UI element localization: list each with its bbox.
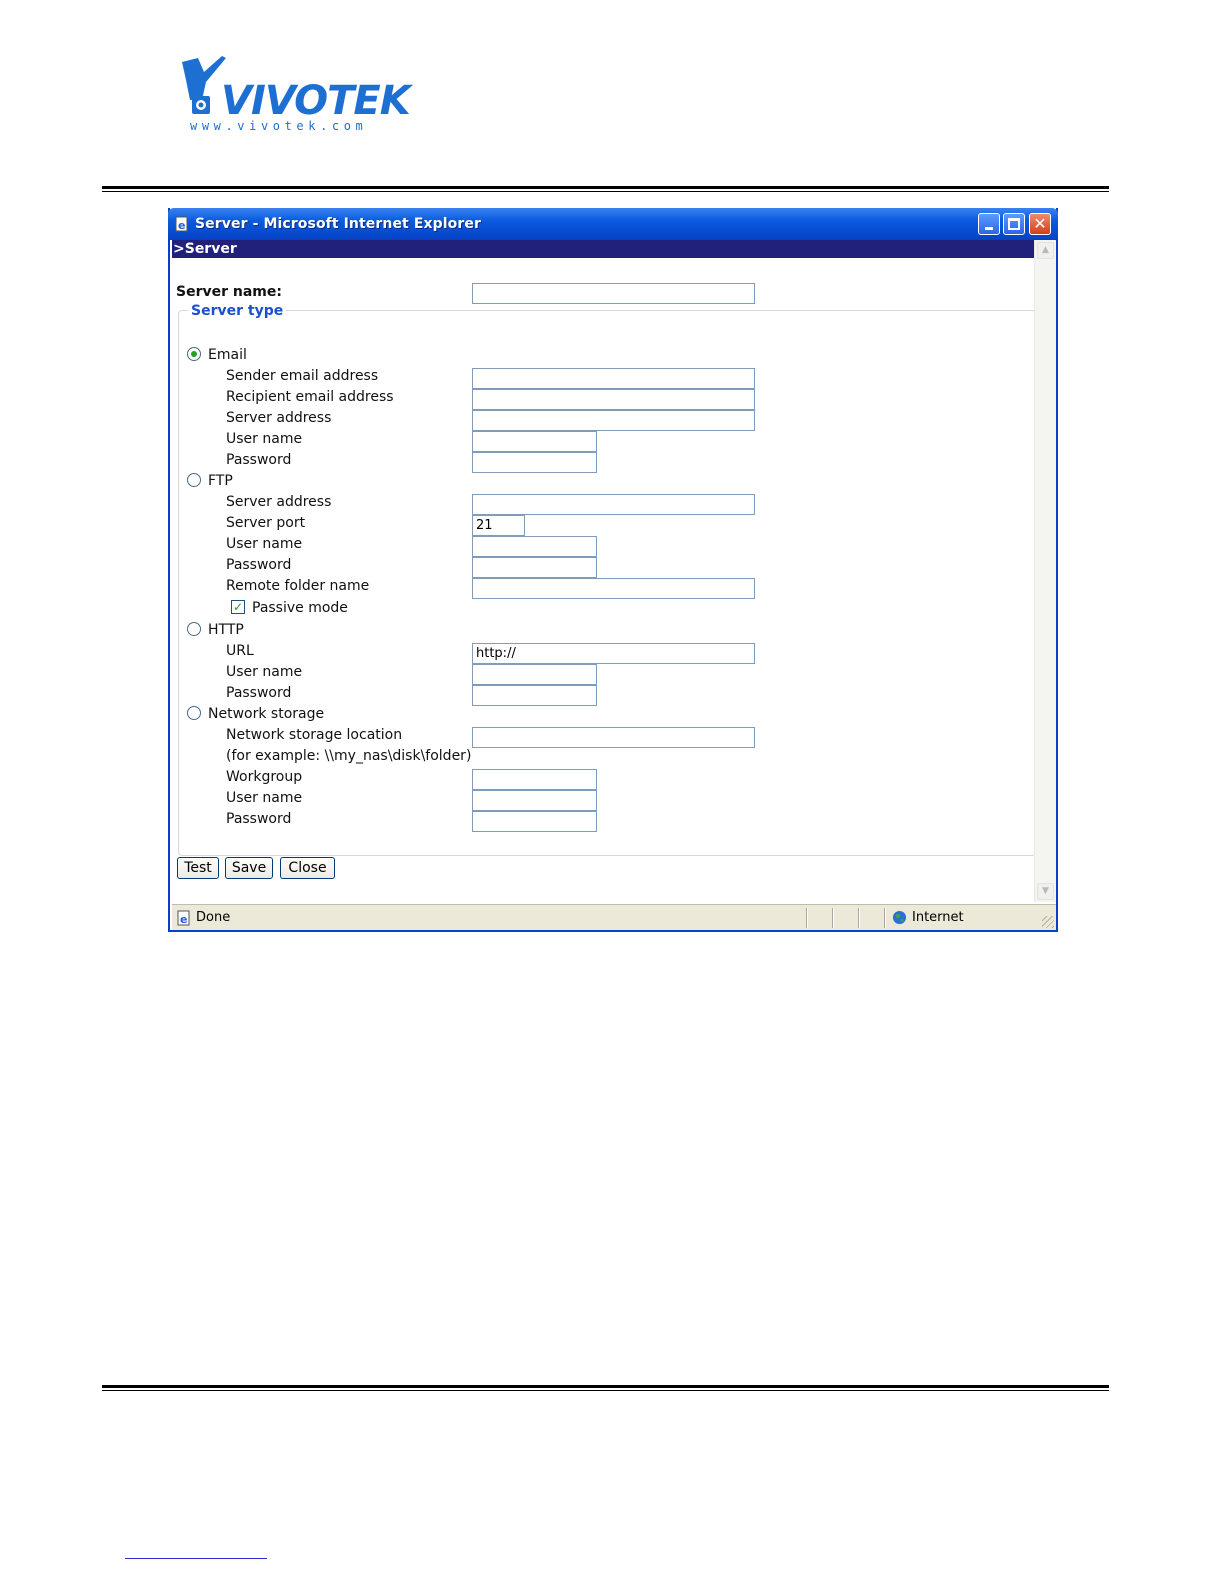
header-rule bbox=[102, 186, 1109, 192]
status-separator bbox=[806, 908, 808, 928]
close-window-button[interactable] bbox=[1029, 213, 1051, 235]
status-separator bbox=[884, 908, 886, 928]
maximize-icon bbox=[1008, 218, 1020, 230]
ftp-radio[interactable] bbox=[187, 473, 201, 487]
server-name-label: Server name: bbox=[176, 284, 282, 300]
network-storage-location-label: Network storage location bbox=[226, 727, 403, 743]
checkmark-icon: ✓ bbox=[232, 600, 244, 614]
svg-text:e: e bbox=[180, 913, 188, 926]
ns-user-name-input[interactable] bbox=[472, 790, 597, 811]
ftp-server-port-input[interactable] bbox=[472, 515, 525, 536]
minimize-icon bbox=[985, 227, 993, 230]
ftp-user-name-input[interactable] bbox=[472, 536, 597, 557]
title-bar[interactable] bbox=[168, 208, 1058, 240]
url-label: URL bbox=[226, 643, 254, 659]
security-zone-text: Internet bbox=[912, 910, 964, 925]
remote-folder-input[interactable] bbox=[472, 578, 755, 599]
network-storage-option-label: Network storage bbox=[208, 706, 325, 722]
vertical-scrollbar[interactable] bbox=[1034, 240, 1056, 902]
ftp-server-port-label: Server port bbox=[226, 515, 306, 531]
save-button[interactable]: Save bbox=[225, 857, 273, 879]
svg-text:e: e bbox=[178, 219, 186, 232]
email-user-name-input[interactable] bbox=[472, 431, 597, 452]
http-user-name-label: User name bbox=[226, 664, 303, 680]
status-separator bbox=[832, 908, 834, 928]
ns-password-label: Password bbox=[226, 811, 292, 827]
browser-window bbox=[168, 208, 1058, 932]
maximize-button[interactable] bbox=[1003, 213, 1025, 235]
ftp-user-name-label: User name bbox=[226, 536, 303, 552]
passive-mode-checkbox[interactable] bbox=[231, 600, 245, 614]
svg-text:www.vivotek.com: www.vivotek.com bbox=[190, 119, 368, 133]
http-option-label: HTTP bbox=[208, 622, 244, 638]
url-input[interactable] bbox=[472, 643, 755, 664]
window-title: Server - Microsoft Internet Explorer bbox=[195, 216, 481, 232]
email-option-label: Email bbox=[208, 347, 247, 363]
ftp-option-label: FTP bbox=[208, 473, 233, 489]
workgroup-label: Workgroup bbox=[226, 769, 303, 785]
passive-mode-label: Passive mode bbox=[252, 600, 348, 616]
ftp-server-address-input[interactable] bbox=[472, 494, 755, 515]
remote-folder-label: Remote folder name bbox=[226, 578, 370, 594]
ftp-server-address-label: Server address bbox=[226, 494, 332, 510]
ie-page-icon bbox=[174, 216, 190, 232]
scroll-up-button[interactable]: ▲ bbox=[1037, 242, 1054, 259]
svg-text:VIVOTEK: VIVOTEK bbox=[221, 78, 410, 124]
server-type-legend: Server type bbox=[188, 302, 286, 320]
status-bar bbox=[172, 904, 1056, 930]
email-password-input[interactable] bbox=[472, 452, 597, 473]
close-button[interactable]: Close bbox=[280, 857, 335, 879]
email-user-name-label: User name bbox=[226, 431, 303, 447]
close-icon: ✕ bbox=[1033, 214, 1047, 233]
http-radio[interactable] bbox=[187, 622, 201, 636]
workgroup-input[interactable] bbox=[472, 769, 597, 790]
ftp-password-label: Password bbox=[226, 557, 292, 573]
ns-user-name-label: User name bbox=[226, 790, 303, 806]
email-server-address-label: Server address bbox=[226, 410, 332, 426]
globe-icon bbox=[892, 910, 907, 925]
sender-email-input[interactable] bbox=[472, 368, 755, 389]
sender-email-label: Sender email address bbox=[226, 368, 379, 384]
network-storage-radio[interactable] bbox=[187, 706, 201, 720]
status-text: Done bbox=[196, 910, 231, 925]
radio-selected-dot bbox=[191, 351, 197, 357]
email-server-address-input[interactable] bbox=[472, 410, 755, 431]
footer-link-underline bbox=[125, 1558, 267, 1559]
footer-rule bbox=[102, 1385, 1109, 1391]
status-separator bbox=[858, 908, 860, 928]
ftp-password-input[interactable] bbox=[472, 557, 597, 578]
page-title: >Server bbox=[172, 240, 1034, 258]
page-done-icon bbox=[176, 910, 192, 926]
page-content bbox=[172, 240, 1034, 902]
minimize-button[interactable] bbox=[978, 213, 1000, 235]
http-password-input[interactable] bbox=[472, 685, 597, 706]
recipient-email-input[interactable] bbox=[472, 389, 755, 410]
recipient-email-label: Recipient email address bbox=[226, 389, 394, 405]
resize-grip-icon[interactable] bbox=[1042, 916, 1054, 928]
email-radio[interactable] bbox=[187, 347, 201, 361]
network-storage-location-input[interactable] bbox=[472, 727, 755, 748]
email-password-label: Password bbox=[226, 452, 292, 468]
network-storage-example-label: (for example: \\my_nas\disk\folder) bbox=[226, 748, 472, 764]
server-name-input[interactable] bbox=[472, 283, 755, 304]
vivotek-logo bbox=[176, 56, 416, 134]
http-user-name-input[interactable] bbox=[472, 664, 597, 685]
http-password-label: Password bbox=[226, 685, 292, 701]
scroll-down-button[interactable]: ▼ bbox=[1037, 883, 1054, 900]
ns-password-input[interactable] bbox=[472, 811, 597, 832]
test-button[interactable]: Test bbox=[177, 857, 219, 879]
